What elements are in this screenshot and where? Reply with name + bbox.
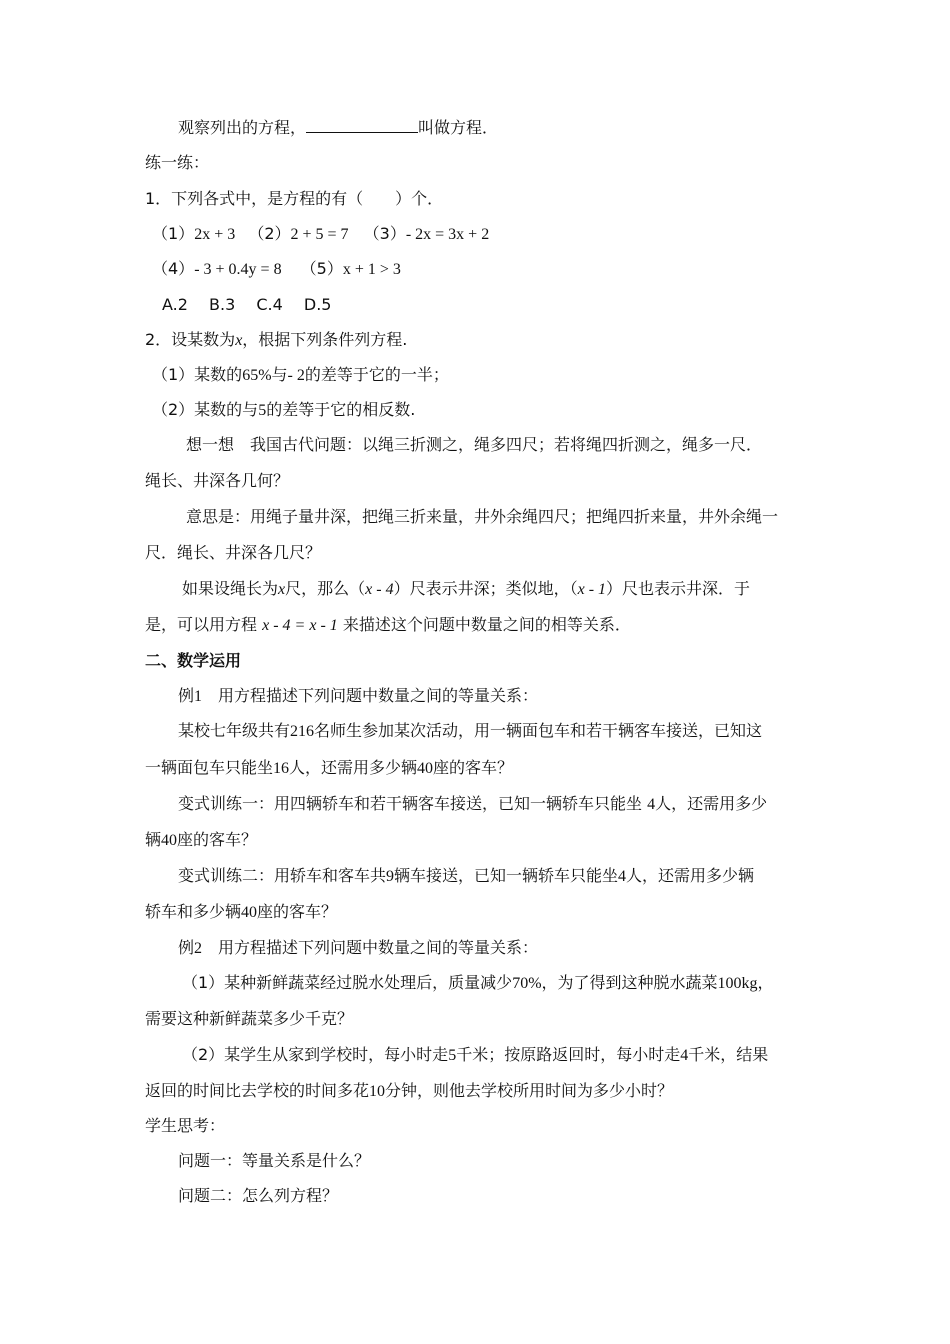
definition-text-end: 叫做方程．	[418, 118, 499, 137]
question-2-item-1: （1）某数的65%与- 2的差等于它的一半；	[152, 365, 449, 384]
equation: x - 4 = x - 1	[262, 617, 338, 634]
think-line-6: 是，可以用方程 x - 4 = x - 1 来描述这个问题中数量之间的相等关系．	[145, 615, 631, 634]
question-two: 问题二：怎么列方程？	[178, 1186, 339, 1205]
think-line-3: 意思是：用绳子量井深，把绳三折来量，井外余绳四尺；把绳四折来量，井外余绳一	[186, 507, 779, 526]
question-1-stem: 1．下列各式中，是方程的有（ ）个．	[145, 189, 444, 208]
think-line-5: 如果设绳长为x尺，那么（x - 4）尺表示井深；类似地，（x - 1）尺也表示井深．于	[182, 579, 751, 598]
example-2-part-1-line-1: （1）某种新鲜蔬菜经过脱水处理后，质量减少70%，为了得到这种脱水蔬菜100kg，	[182, 973, 774, 992]
expression-3: - 2x = 3x + 2	[405, 226, 490, 243]
think-line-2: 绳长、井深各几何？	[145, 471, 290, 490]
question-2-item-2: （2）某数的与5的差等于它的相反数.	[152, 400, 416, 419]
variant-1-line-2: 辆40座的客车？	[145, 830, 258, 849]
variant-2-line-2: 轿车和多少辆40座的客车？	[145, 902, 338, 921]
question-1-row-2: （4）- 3 + 0.4y = 8 （5）x + 1 > 3	[152, 259, 401, 278]
example-2-title: 例2 用方程描述下列问题中数量之间的等量关系：	[178, 938, 539, 957]
question-one: 问题一：等量关系是什么？	[178, 1151, 371, 1170]
expression-4: - 3 + 0.4y = 8	[194, 261, 282, 278]
expression-5: x + 1 > 3	[342, 261, 401, 278]
definition-line	[178, 117, 498, 139]
example-1-title: 例1 用方程描述下列问题中数量之间的等量关系：	[178, 686, 539, 705]
example-2-part-2-line-2: 返回的时间比去学校的时间多花10分钟，则他去学校所用时间为多少小时？	[145, 1081, 674, 1100]
example-1-line-2: 一辆面包车只能坐16人，还需用多少辆40座的客车？	[145, 758, 514, 777]
expression-2: 2 + 5 = 7	[290, 226, 349, 243]
example-2-part-1-line-2: 需要这种新鲜蔬菜多少千克？	[145, 1009, 354, 1028]
student-thinking-title: 学生思考：	[145, 1116, 226, 1135]
example-1-line-1: 某校七年级共有216名师生参加某次活动，用一辆面包车和若干辆客车接送，已知这	[178, 721, 763, 740]
variant-2-line-1: 变式训练二：用轿车和客车共9辆车接送，已知一辆轿车只能坐4人，还需用多少辆	[178, 866, 755, 885]
question-1-choices: A.2 B.3 C.4 D.5	[162, 295, 332, 314]
example-2-part-2-line-1: （2）某学生从家到学校时，每小时走5千米；按原路返回时，每小时走4千米，结果	[182, 1045, 769, 1064]
question-1-row-1: （1）2x + 3 （2）2 + 5 = 7 （3）- 2x = 3x + 2	[152, 224, 490, 243]
expression-1: 2x + 3	[194, 226, 236, 243]
variant-1-line-1: 变式训练一：用四辆轿车和若干辆客车接送，已知一辆轿车只能坐 4人，还需用多少	[178, 794, 768, 813]
fill-in-blank	[306, 118, 418, 133]
think-line-1: 想一想 我国古代问题：以绳三折测之，绳多四尺；若将绳四折测之，绳多一尺．	[186, 435, 763, 454]
definition-text: 观察列出的方程，	[178, 118, 307, 137]
think-line-4: 尺．绳长、井深各几尺？	[145, 543, 322, 562]
question-2-stem: 2．设某数为x，根据下列条件列方程.	[145, 330, 408, 349]
practice-title: 练一练：	[145, 153, 210, 172]
section-heading: 二、数学运用	[145, 651, 242, 670]
